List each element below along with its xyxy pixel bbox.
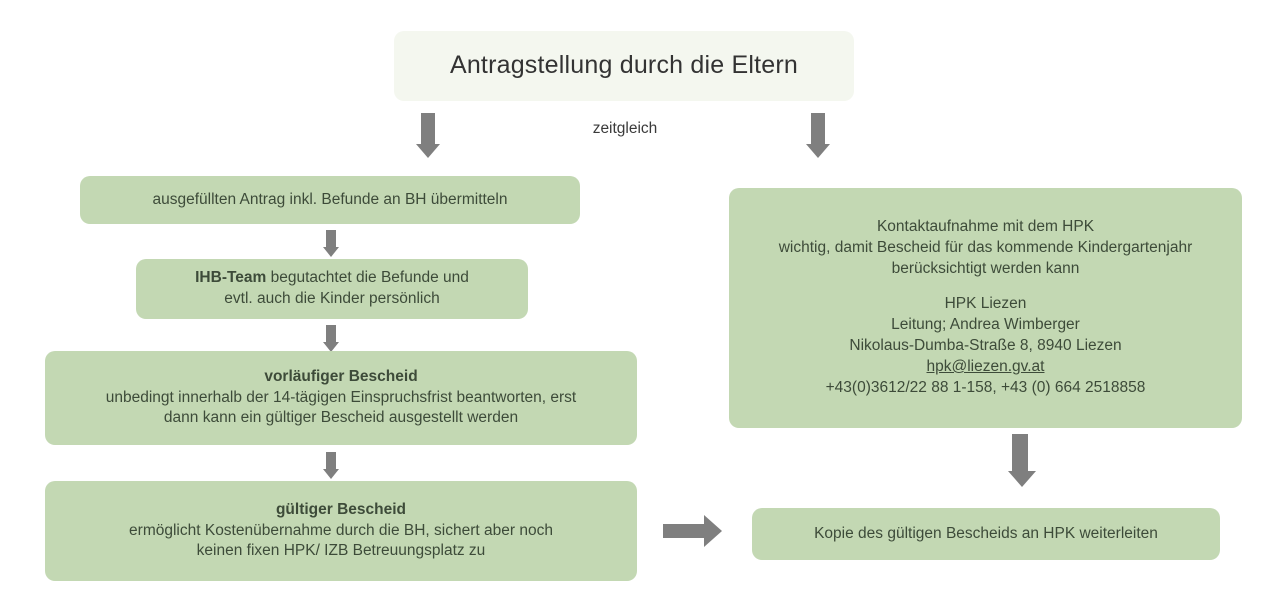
vorlaeufiger-bescheid-line1: unbedingt innerhalb der 14-tägigen Einspruchsfrist beantworten, erst xyxy=(105,388,577,406)
node-title xyxy=(394,31,854,101)
kontakt-phone: +43(0)3612/22 88 1-158, +43 (0) 664 2518858 xyxy=(825,378,1146,396)
vorlaeufiger-bescheid-heading: vorläufiger Bescheid xyxy=(264,367,418,385)
node-kontaktaufnahme-hpk xyxy=(729,188,1242,428)
label-zeitgleich: zeitgleich xyxy=(592,120,658,137)
kopie-weiterleiten-text: Kopie des gültigen Bescheids an HPK weiterleiten xyxy=(814,524,1158,542)
ihb-team-line1 xyxy=(195,268,469,289)
node-gueltiger-bescheid xyxy=(45,481,637,581)
node-kopie-weiterleiten xyxy=(752,508,1220,560)
ihb-team-rest: begutachtet die Befunde und xyxy=(266,269,469,287)
kontakt-line4: HPK Liezen xyxy=(944,295,1027,313)
kontakt-line6: Nikolaus-Dumba-Straße 8, 8940 Liezen xyxy=(849,336,1122,354)
vorlaeufiger-bescheid-line2: dann kann ein gültiger Bescheid ausgestellt werden xyxy=(163,409,519,427)
node-ihb-team xyxy=(136,259,528,319)
gueltiger-bescheid-line1: ermöglicht Kostenübernahme durch die BH, sichert aber noch xyxy=(129,521,553,539)
gueltiger-bescheid-heading: gültiger Bescheid xyxy=(275,500,407,518)
kontakt-line2: wichtig, damit Bescheid für das kommende Kindergartenjahr xyxy=(778,239,1193,257)
kontakt-email-link[interactable]: hpk@liezen.gv.at xyxy=(926,357,1045,375)
ihb-team-line2: evtl. auch die Kinder persönlich xyxy=(224,290,440,307)
node-antrag-uebermitteln xyxy=(80,176,580,224)
kontakt-line3: berücksichtigt werden kann xyxy=(891,260,1080,278)
gueltiger-bescheid-line2: keinen fixen HPK/ IZB Betreuungsplatz zu xyxy=(196,542,486,560)
node-vorlaeufiger-bescheid xyxy=(45,351,637,445)
kontakt-line1: Kontaktaufnahme mit dem HPK xyxy=(876,218,1095,236)
kontakt-line5: Leitung; Andrea Wimberger xyxy=(891,316,1080,333)
title-text: Antragstellung durch die Eltern xyxy=(449,51,799,80)
ihb-team-bold: IHB-Team xyxy=(195,269,267,287)
antrag-uebermitteln-text: ausgefüllten Antrag inkl. Befunde an BH übermitteln xyxy=(152,190,508,208)
